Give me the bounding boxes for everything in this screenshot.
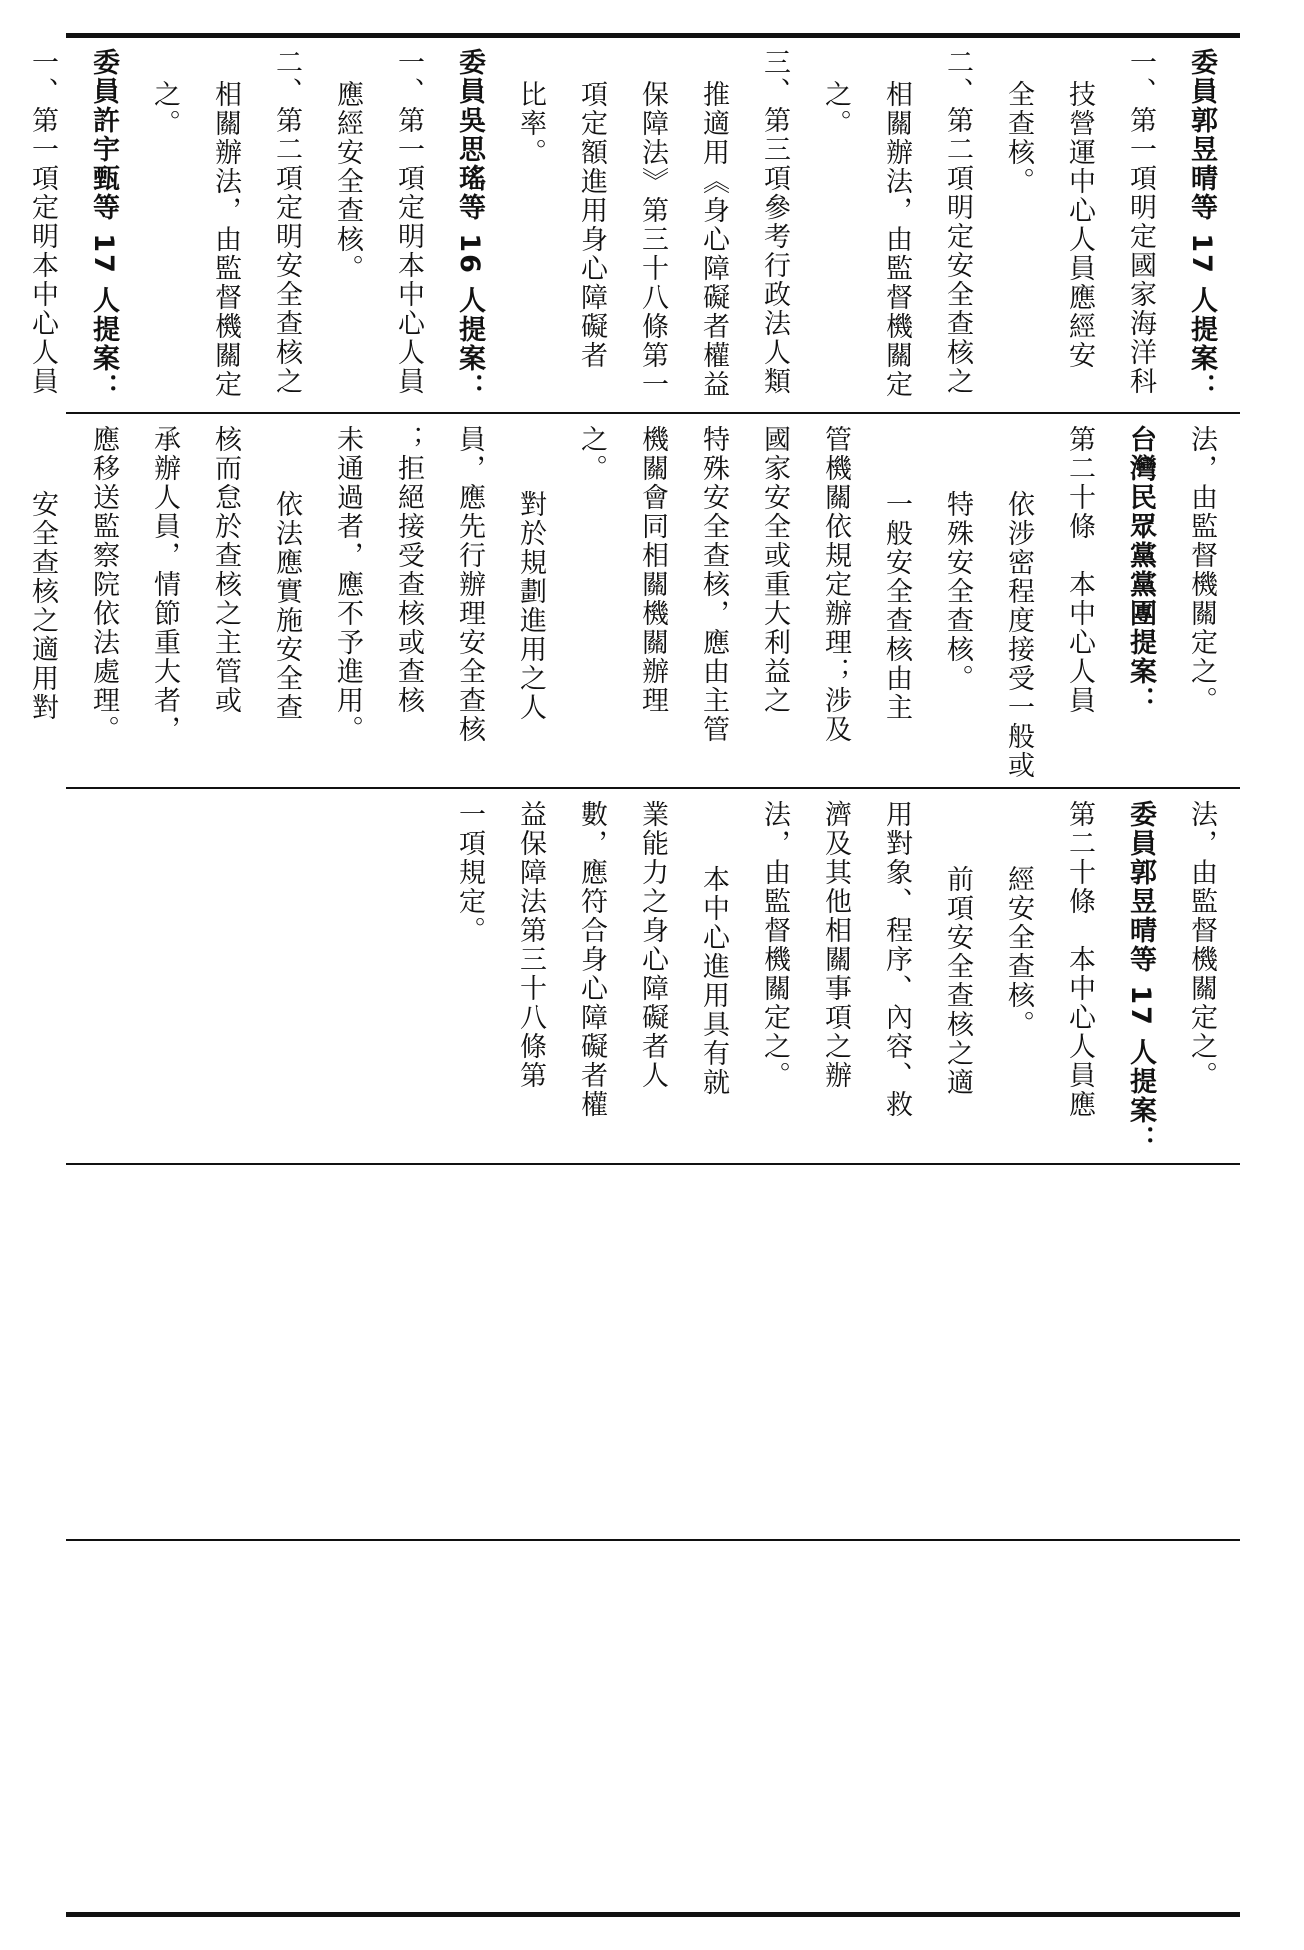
text-line: 一、第一項定明本中心人員 bbox=[27, 48, 58, 396]
proposal-heading: 委員許宇甄等 17 人提案： bbox=[88, 48, 119, 403]
proposal-heading: 委員吳思瑤等 16 人提案： bbox=[454, 48, 485, 403]
text-line: 法，由監督機關定之。 bbox=[1186, 800, 1217, 1090]
section-divider-1 bbox=[66, 412, 1240, 414]
text-line: 一、第一項定明本中心人員 bbox=[393, 48, 424, 396]
text-line: 第二十條 本中心人員 bbox=[1064, 425, 1095, 715]
text-line bbox=[0, 425, 12, 780]
section-divider-4 bbox=[66, 1539, 1240, 1541]
text-line: 安全查核之適用對 bbox=[27, 489, 58, 722]
text-line: 機關會同相關機關辦理 bbox=[637, 425, 668, 715]
text-line: 法，由監督機關定之。 bbox=[759, 800, 790, 1090]
text-line: 益保障法第三十八條第 bbox=[515, 800, 546, 1090]
text-line: 第二十條 本中心人員應 bbox=[1064, 800, 1095, 1119]
text-line: 承辦人員，情節重大者， bbox=[149, 425, 180, 744]
text-line: 特殊安全查核。 bbox=[942, 489, 973, 693]
text-line: 應經安全查核。 bbox=[332, 80, 363, 284]
text-line: 保障法》第三十八條第一 bbox=[637, 80, 668, 400]
text-line: 一、第一項明定國家海洋科 bbox=[1125, 48, 1156, 396]
text-line: 法，由監督機關定之。 bbox=[1186, 425, 1217, 715]
text-line: 業能力之身心障礙者人 bbox=[637, 800, 668, 1090]
text-line: 管機關依規定辦理；涉及 bbox=[820, 425, 851, 744]
proposal-heading: 委員郭昱晴等 17 人提案： bbox=[1125, 800, 1156, 1155]
text-line bbox=[0, 48, 12, 404]
text-line: 員，應先行辦理安全查核 bbox=[454, 425, 485, 744]
proposal-heading: 委員郭昱晴等 17 人提案： bbox=[1186, 48, 1217, 403]
text-line: 項定額進用身心障礙者 bbox=[576, 80, 607, 371]
proposal-heading: 台灣民眾黨黨團提案： bbox=[1125, 425, 1156, 715]
party-proposal-column bbox=[0, 425, 1232, 780]
text-line: 比率。 bbox=[515, 80, 546, 168]
section-divider-2 bbox=[66, 787, 1240, 789]
text-line: 之。 bbox=[820, 80, 851, 139]
text-line: 一般安全查核由主 bbox=[881, 489, 912, 722]
top-rule bbox=[66, 33, 1240, 38]
section-divider-3 bbox=[66, 1163, 1240, 1165]
text-line: 相關辦法，由監督機關定 bbox=[881, 80, 912, 400]
text-line: 推適用《身心障礙者權益 bbox=[698, 80, 729, 400]
text-line: 之。 bbox=[149, 80, 180, 139]
text-line: 核而怠於查核之主管或 bbox=[210, 425, 241, 715]
text-line: 二、第二項明定安全查核之 bbox=[942, 48, 973, 396]
text-line: 依涉密程度接受一般或 bbox=[1003, 489, 1034, 780]
text-line: 本中心進用具有就 bbox=[698, 864, 729, 1097]
text-line: 一項規定。 bbox=[454, 800, 485, 945]
text-line: 用對象、程序、內容、救 bbox=[881, 800, 912, 1119]
text-line: 國家安全或重大利益之 bbox=[759, 425, 790, 715]
text-line: 對於規劃進用之人 bbox=[515, 489, 546, 722]
text-line: 經安全查核。 bbox=[1003, 864, 1034, 1039]
text-line: ；拒絕接受查核或查核 bbox=[393, 425, 424, 715]
text-line: 全查核。 bbox=[1003, 80, 1034, 197]
text-line: 數，應符合身心障礙者權 bbox=[576, 800, 607, 1119]
text-line: 依法應實施安全查 bbox=[271, 489, 302, 722]
text-line: 技營運中心人員應經安 bbox=[1064, 80, 1095, 371]
text-line: 二、第二項定明安全查核之 bbox=[271, 48, 302, 396]
text-line: 之。 bbox=[576, 425, 607, 483]
text-line: 特殊安全查核，應由主管 bbox=[698, 425, 729, 744]
text-line: 前項安全查核之適 bbox=[942, 864, 973, 1097]
bottom-rule bbox=[66, 1912, 1240, 1917]
explanation-column bbox=[0, 48, 1232, 404]
text-line: 濟及其他相關事項之辦 bbox=[820, 800, 851, 1090]
member-proposal-column bbox=[439, 800, 1232, 1155]
text-line: 應移送監察院依法處理。 bbox=[88, 425, 119, 744]
text-line: 未通過者，應不予進用。 bbox=[332, 425, 363, 744]
text-line: 三、第三項參考行政法人類 bbox=[759, 48, 790, 396]
text-line: 相關辦法，由監督機關定 bbox=[210, 80, 241, 400]
